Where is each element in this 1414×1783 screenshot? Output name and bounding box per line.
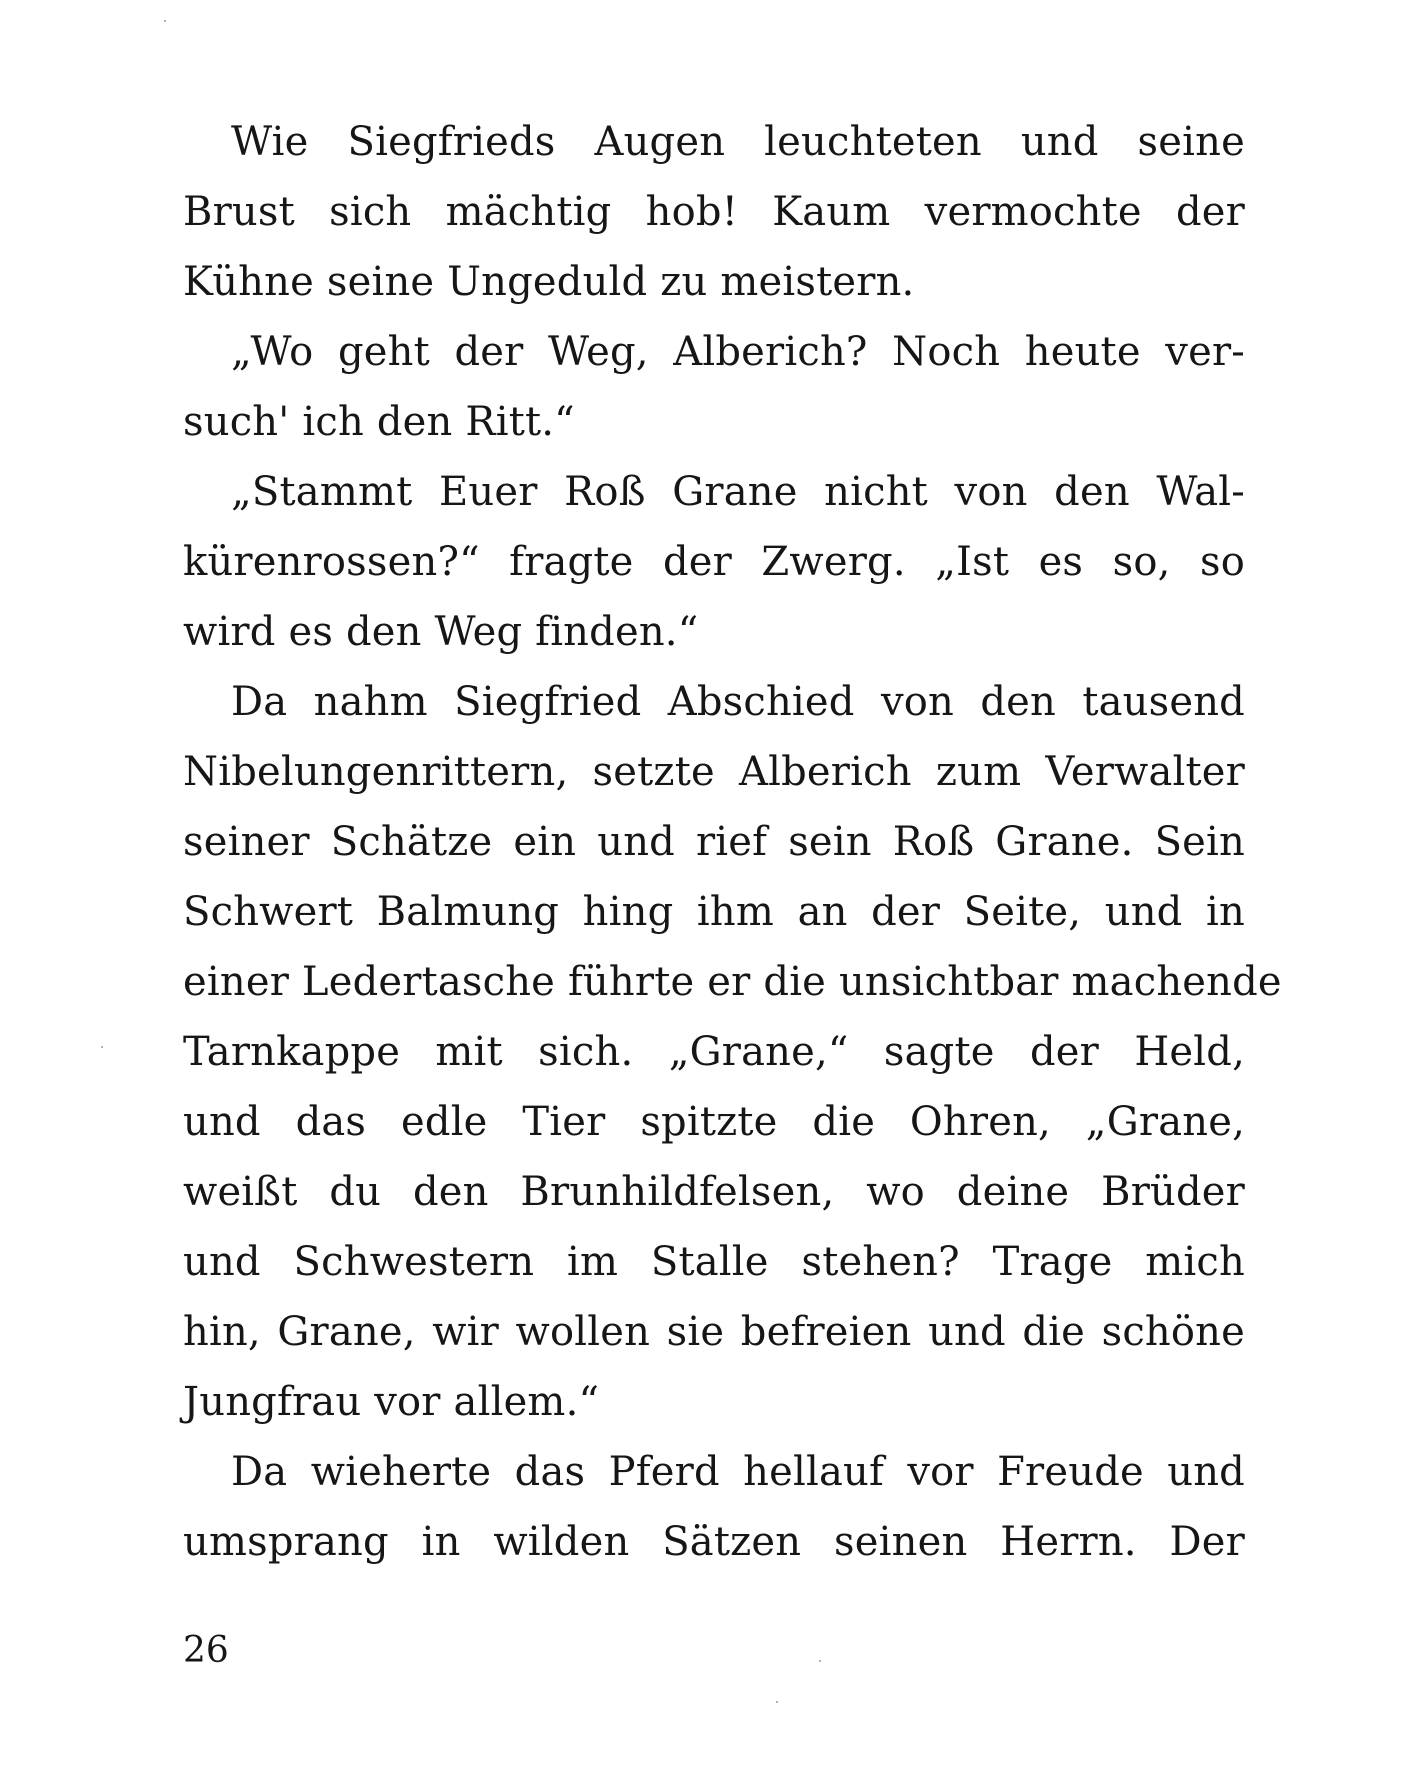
text-line: einer Ledertasche führte er die unsichtbar machende bbox=[183, 959, 1282, 1005]
scan-speck bbox=[164, 20, 166, 22]
text-line: such' ich den Ritt.“ bbox=[183, 399, 575, 445]
scan-speck bbox=[819, 1660, 821, 1662]
text-line: „Wo geht der Weg, Alberich? Noch heute ver- bbox=[231, 329, 1245, 375]
text-line: weißt du den Brunhildfelsen, wo deine Brüder bbox=[183, 1169, 1245, 1215]
text-line: und Schwestern im Stalle stehen? Trage mich bbox=[183, 1239, 1245, 1285]
text-line: „Stammt Euer Roß Grane nicht von den Wal- bbox=[231, 469, 1245, 515]
text-line: Kühne seine Ungeduld zu meistern. bbox=[183, 259, 915, 305]
text-line: umsprang in wilden Sätzen seinen Herrn. Der bbox=[183, 1519, 1245, 1565]
text-line: wird es den Weg finden.“ bbox=[183, 609, 699, 655]
text-line: seiner Schätze ein und rief sein Roß Grane. Sein bbox=[183, 819, 1245, 865]
text-line: Wie Siegfrieds Augen leuchteten und seine bbox=[231, 119, 1245, 165]
scan-speck bbox=[101, 1046, 103, 1048]
text-line: Schwert Balmung hing ihm an der Seite, und in bbox=[183, 889, 1245, 935]
text-line: hin, Grane, wir wollen sie befreien und die schöne bbox=[183, 1309, 1245, 1355]
text-line: und das edle Tier spitzte die Ohren, „Grane, bbox=[183, 1099, 1245, 1145]
text-line: Brust sich mächtig hob! Kaum vermochte der bbox=[183, 189, 1245, 235]
page-number: 26 bbox=[183, 1630, 229, 1671]
text-line: Jungfrau vor allem.“ bbox=[183, 1379, 600, 1425]
text-line: Da wieherte das Pferd hellauf vor Freude und bbox=[231, 1449, 1245, 1495]
text-line: Nibelungenrittern, setzte Alberich zum Verwalter bbox=[183, 749, 1245, 795]
text-line: Da nahm Siegfried Abschied von den tausend bbox=[231, 679, 1245, 725]
text-line: Tarnkappe mit sich. „Grane,“ sagte der Held, bbox=[183, 1029, 1245, 1075]
scan-speck bbox=[776, 1701, 778, 1703]
text-line: kürenrossen?“ fragte der Zwerg. „Ist es so, so bbox=[183, 539, 1245, 585]
